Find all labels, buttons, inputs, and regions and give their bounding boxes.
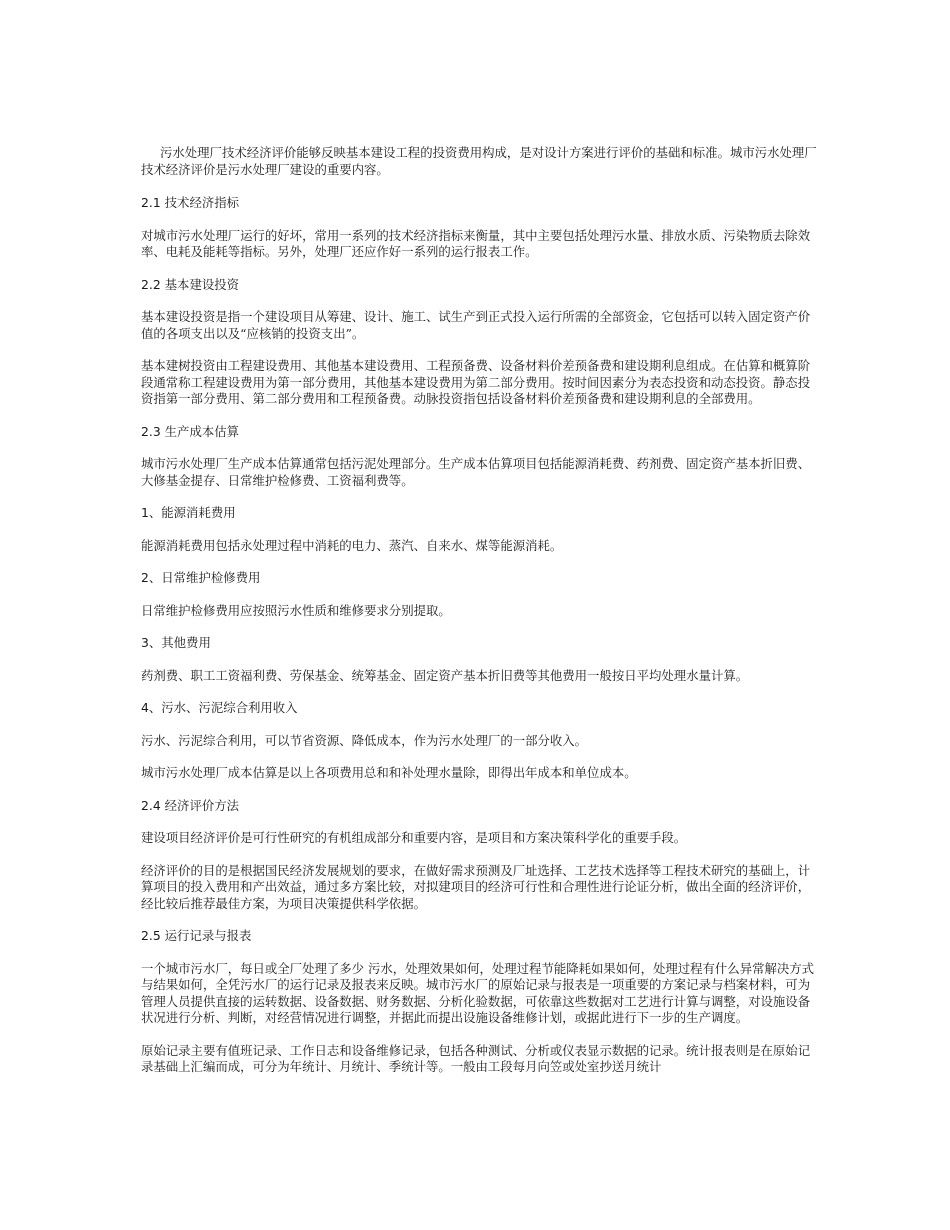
paragraph: 城市污水处理厂生产成本估算通常包括污泥处理部分。生产成本估算项目包括能源消耗费、药剂费、固定资产基本折旧费、大修基金提存、日常维护检修费、工资福利费等。 xyxy=(141,456,811,488)
section-heading-2-4 xyxy=(141,798,820,815)
section-title: 运行记录与报表 xyxy=(164,928,252,943)
paragraph: 基本建树投资由工程建设费用、其他基本建设费用、工程预备费、设备材料价差预备费和建设期利息组成。在估算和概算阶段通常称工程建设费用为第一部分费用，其他基本建设费用为第二部分费用。按时间因素分为表态投资和动态投资。静态投资指第一部分费用、第二部分费用和工程预备费。动脉投资指包括设备材料价差预备费和建设期利息的全部费用。 xyxy=(141,358,811,406)
item-number: 4 xyxy=(141,700,149,715)
section-title: 经济评价方法 xyxy=(164,797,240,813)
paragraph: 一个城市污水厂，每日或全厂处理了多少 污水，处理效果如何，处理过程节能降耗如果如何，处理过程有什么异常解决方式与结果如何，全凭污水厂的运行记录及报表来反映。城市污水厂的原始记录与报表是一项重要的方案记录与档案材料，可为管理人员提供直接的运转数据、设备数据、财务数据、分析化验数据，可依靠这些数据对工艺进行计算与调整，对设施设备状况进行分析、判断，对经营情况进行调整，并据此而提出设施设备维修计划，或据此进行下一步的生产调度。 xyxy=(141,960,815,1025)
item-title: 、其他费用 xyxy=(148,635,211,650)
section-number: 2.5 xyxy=(141,928,161,943)
section-title: 基本建设投资 xyxy=(164,276,240,292)
list-item-heading-1 xyxy=(141,505,820,522)
section-title: 生产成本估算 xyxy=(164,423,240,439)
section-title: 技术经济指标 xyxy=(164,195,240,210)
item-number: 2 xyxy=(141,570,149,585)
intro-paragraph: 污水处理厂技术经济评价能够反映基本建设工程的投资费用构成，是对设计方案进行评价的基础和标准。城市污水处理厂技术经济评价是污水处理厂建设的重要内容。 xyxy=(141,145,817,177)
item-number: 3 xyxy=(141,635,149,650)
item-title: 、日常维护检修费用 xyxy=(148,570,261,585)
paragraph: 基本建设投资是指一个建设项目从筹建、设计、施工、试生产到正式投入运行所需的全部资金，它包括可以转入固定资产价值的各项支出以及“应核销的投资支出”。 xyxy=(141,309,811,341)
paragraph: 原始记录主要有值班记录、工作日志和设备维修记录，包括各种测试、分析或仪表显示数据的记录。统计报表则是在原始记录基础上汇编而成，可分为年统计、月统计、季统计等。一般由工段每月向笠或处室抄送月统计 xyxy=(141,1042,811,1074)
paragraph: 建设项目经济评价是可行性研究的有机组成部分和重要内容，是项目和方案决策科学化的重要手段。 xyxy=(141,830,687,845)
list-item-heading-4 xyxy=(141,700,820,717)
section-number: 2.3 xyxy=(141,423,161,439)
paragraph: 日常维护检修费用应按照污水性质和维修要求分别提取。 xyxy=(141,602,451,618)
section-heading-2-1 xyxy=(141,195,820,212)
list-item-heading-2 xyxy=(141,570,820,587)
paragraph: 经济评价的目的是根据国民经济发展规划的要求，在做好需求预测及厂址选择、工艺技术选择等工程技术研究的基础上，计算项目的投入费用和产出效益，通过多方案比较，对拟建项目的经济可行性和合理性进行论证分析，做出全面的经济评价，经比较后推荐最佳方案，为项目决策提供科学依据。 xyxy=(141,862,811,911)
section-heading-2-5 xyxy=(141,928,820,945)
item-title: 、能源消耗费用 xyxy=(148,505,236,520)
paragraph: 污水、污泥综合利用，可以节省资源、降低成本，作为污水处理厂的一部分收入。 xyxy=(141,732,588,748)
section-heading-2-3 xyxy=(141,424,820,441)
paragraph: 对城市污水处理厂运行的好坏，常用一系列的技术经济指标来衡量，其中主要包括处理污水量、排放水质、污染物质去除效率、电耗及能耗等指标。另外，处理厂还应作好一系列的运行报表工作。 xyxy=(141,227,811,259)
item-title: 、污水、污泥综合利用收入 xyxy=(148,700,298,715)
paragraph: 城市污水处理厂成本估算是以上各项费用总和和补处理水量除，即得出年成本和单位成本。 xyxy=(141,765,637,780)
section-number: 2.1 xyxy=(141,195,161,210)
section-number: 2.4 xyxy=(141,797,161,813)
section-heading-2-2 xyxy=(141,277,820,294)
list-item-heading-3 xyxy=(141,635,820,652)
section-number: 2.2 xyxy=(141,276,161,292)
item-number: 1 xyxy=(141,505,149,520)
paragraph: 能源消耗费用包括永处理过程中消耗的电力、蒸汽、自来水、煤等能源消耗。 xyxy=(141,537,563,553)
paragraph: 药剂费、职工工资福利费、劳保基金、统筹基金、固定资产基本折旧费等其他费用一般按日平均处理水量计算。 xyxy=(141,667,749,683)
